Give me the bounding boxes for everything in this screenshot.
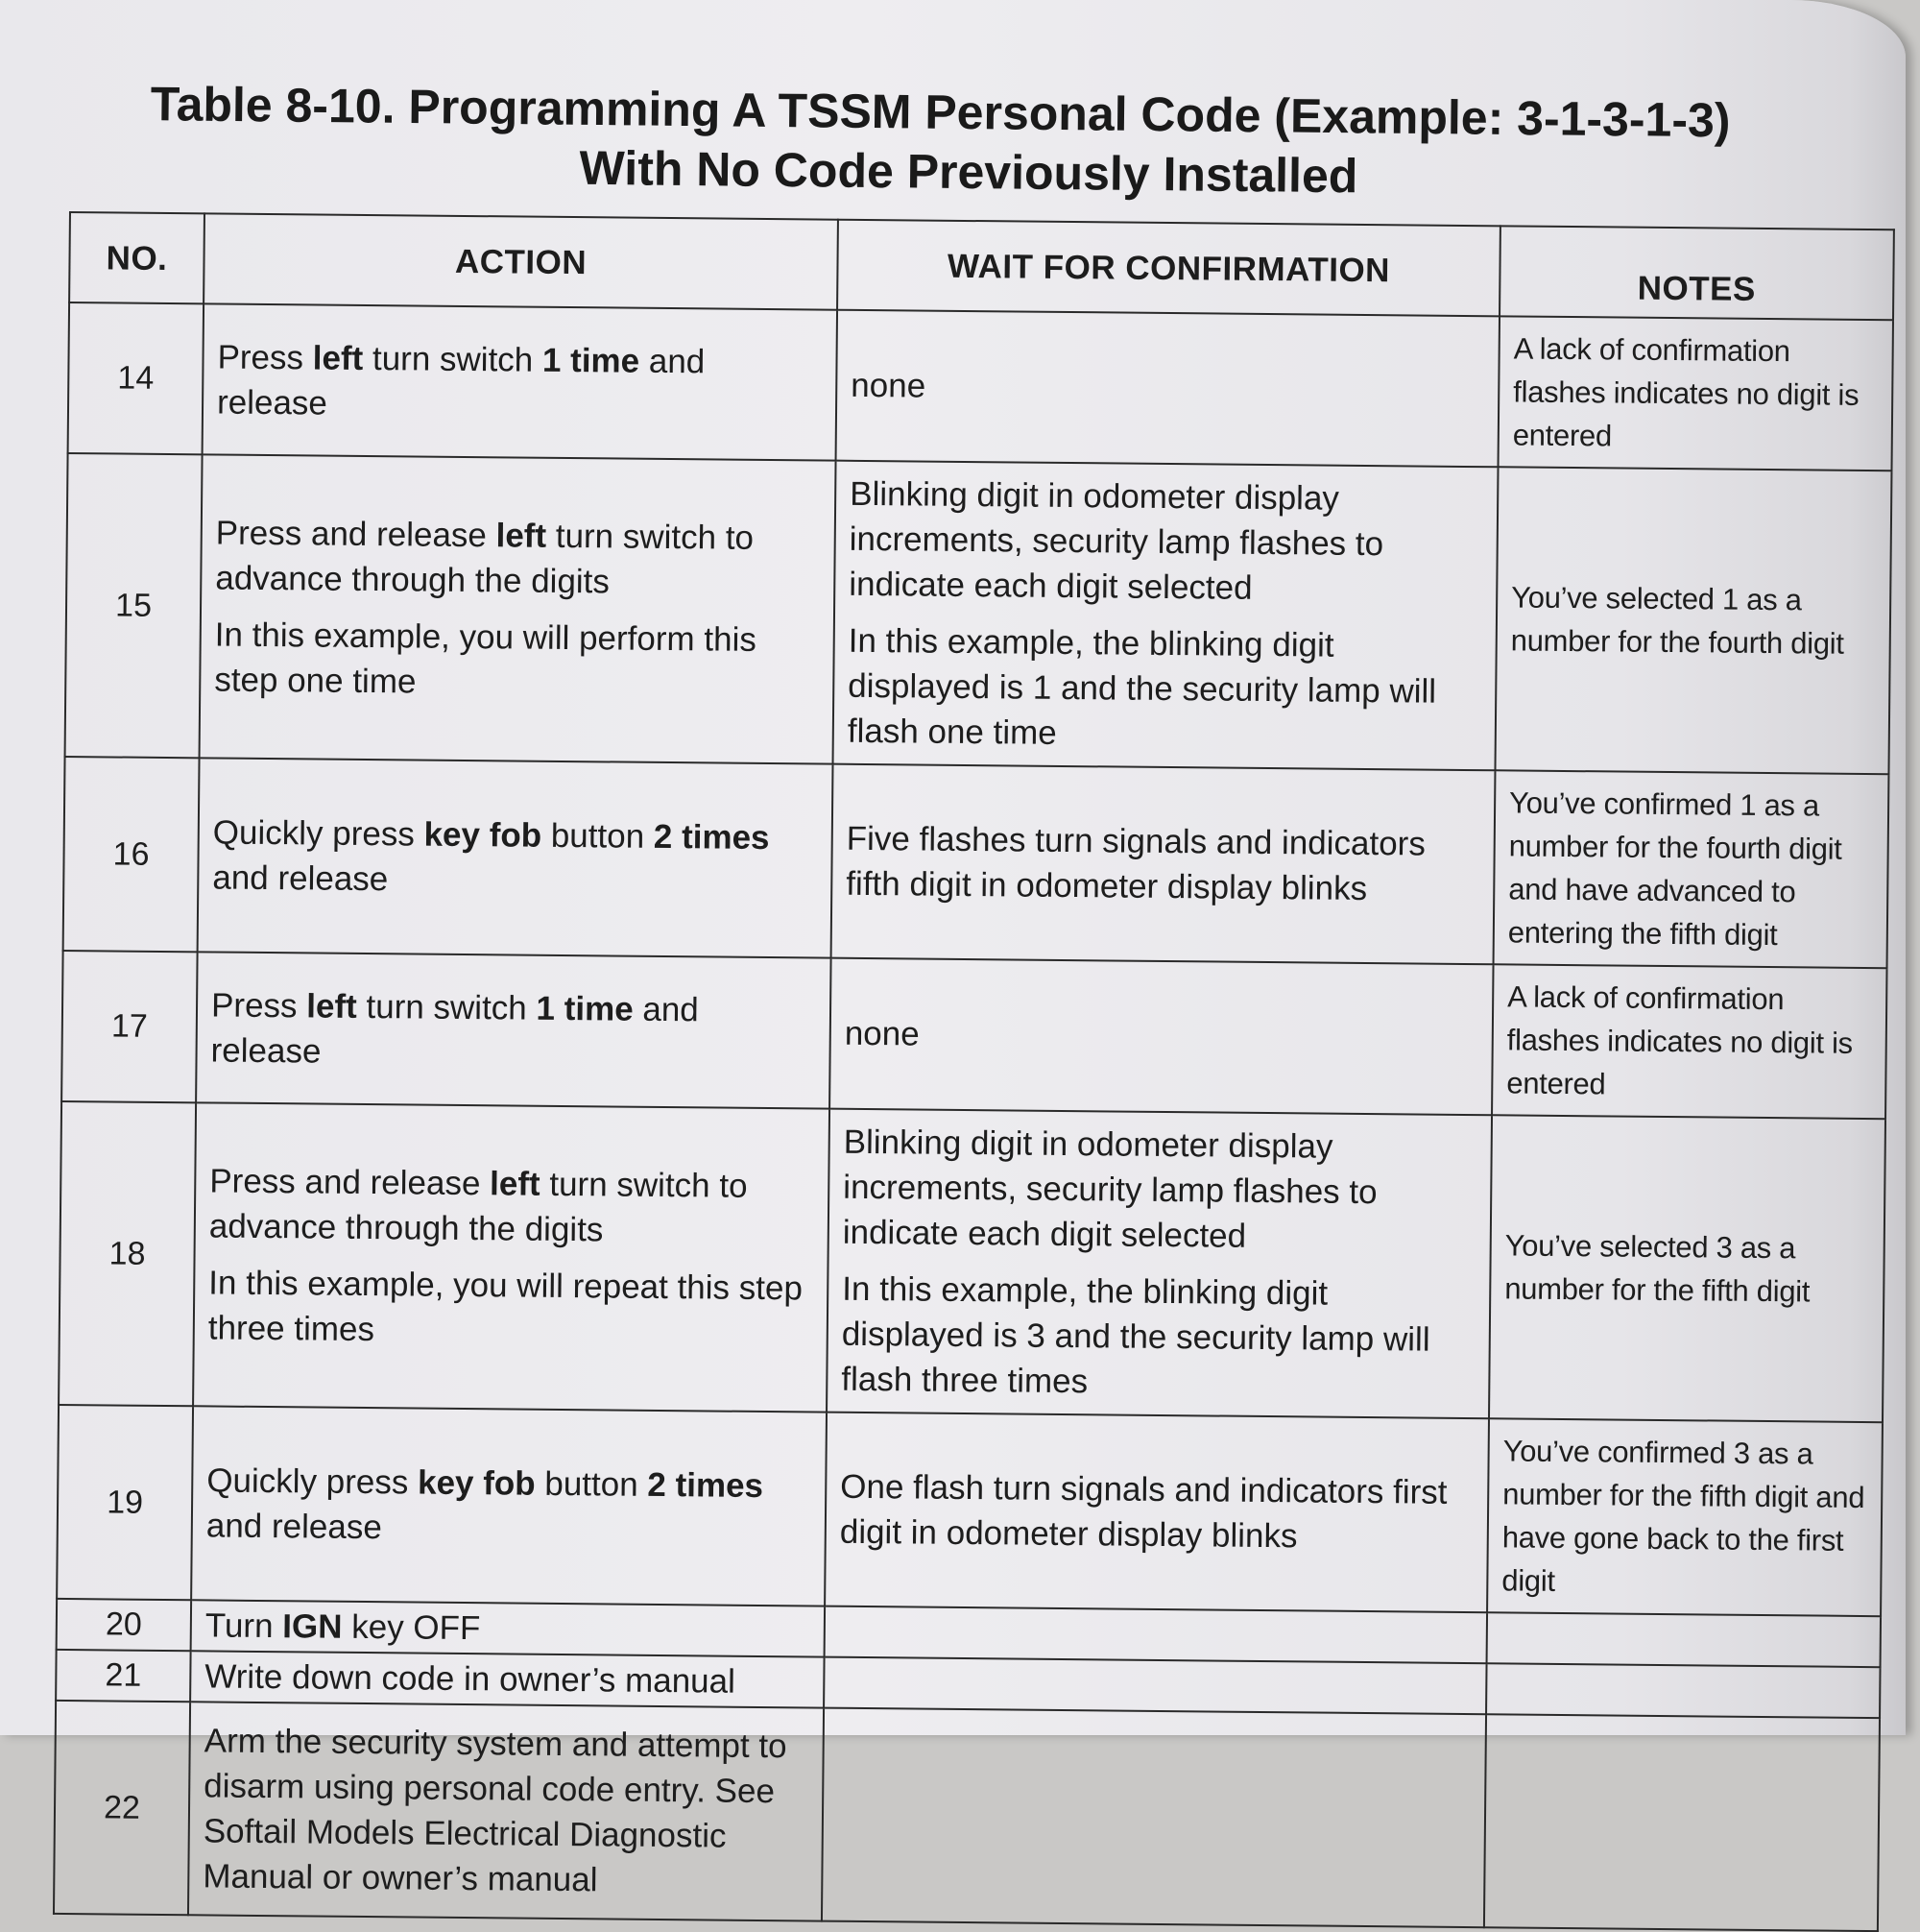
action-cell [193,1102,829,1412]
wait-cell [831,764,1496,965]
wait-cell [827,1109,1492,1419]
table-body [54,302,1893,1931]
action-text: Quickly press [212,813,424,854]
wait-cell [833,461,1499,771]
table-row [57,1405,1883,1616]
wait-cell [824,1657,1486,1715]
header-wait: WAIT FOR CONFIRMATION [837,220,1500,317]
action-text: Turn [204,1606,283,1646]
action-text: Press and release [215,514,496,555]
action-cell [196,952,830,1108]
action-text: turn switch to advance through the digits [215,517,755,601]
wait-cell [822,1708,1486,1928]
action-text: Press [217,337,313,376]
wait-cell [836,310,1500,468]
action-text: button [540,816,655,856]
notes-cell [1487,1612,1881,1667]
action-emphasis: 2 times [647,1465,764,1506]
table-container [53,211,1893,1932]
action-emphasis: 1 time [536,989,634,1028]
header-row [69,212,1894,320]
table-title-line-1: Table 8-10. Programming A TSSM Personal Code (Example: 3-1-3-1-3) [150,77,1731,148]
table-row [68,302,1893,471]
step-number: 22 [54,1701,190,1915]
step-number: 18 [59,1101,196,1406]
action-emphasis: 2 times [653,817,770,857]
action-paragraph [214,612,820,708]
header-notes: NOTES [1500,226,1894,320]
action-paragraph [205,1603,810,1654]
header-action: ACTION [204,213,838,309]
notes-cell [1484,1714,1880,1931]
notes-cell: You’ve selected 3 as a number for the fifth digit [1489,1115,1885,1422]
action-cell [200,454,836,763]
action-paragraph [204,1654,809,1704]
action-paragraph [210,982,816,1078]
action-text: Quickly press [206,1461,419,1502]
wait-paragraph: In this example, the blinking digit displayed is 1 and the security lamp will flash one time [847,621,1437,752]
wait-paragraph: In this example, the blinking digit displayed is 3 and the security lamp will flash three times [841,1269,1430,1401]
step-number: 17 [61,951,198,1102]
action-text: and release [216,342,706,423]
wait-cell [825,1606,1487,1664]
header-no: NO. [69,212,204,303]
wait-paragraph: Blinking digit in odometer display increments, security lamp flashes to indicate each digit selected [842,1123,1378,1255]
step-number: 15 [65,453,203,758]
step-number: 16 [63,757,200,952]
action-text: In this example, you will repeat this step three times [207,1264,804,1349]
wait-paragraph: Five flashes turn signals and indicators fifth digit in odometer display blinks [846,819,1427,908]
action-text: In this example, you will perform this step one time [214,616,757,701]
wait-paragraph: Blinking digit in odometer display increments, security lamp flashes to indicate each digit selected [849,474,1384,607]
action-text: and release [205,1507,382,1547]
action-cell [191,1406,827,1606]
action-emphasis: key fob [417,1463,536,1503]
notes-cell [1486,1663,1880,1718]
table-row [65,453,1892,774]
action-text: and release [212,858,389,899]
table-row [59,1101,1885,1422]
action-emphasis: left [312,338,364,377]
step-number: 14 [68,302,204,454]
action-text: Write down code in owner’s manual [204,1657,736,1701]
action-text: turn switch to advance through the digits [208,1165,748,1249]
wait-cell [825,1413,1489,1613]
action-text: button [535,1464,648,1504]
action-cell [203,303,837,460]
wait-paragraph: none [844,1014,920,1053]
notes-cell: A lack of confirmation flashes indicates no digit is entered [1499,316,1893,471]
action-cell [190,1651,824,1707]
action-paragraph [203,1718,809,1904]
table-title [150,75,1766,210]
action-text: turn switch [363,339,543,379]
action-text: Press and release [209,1162,491,1203]
action-paragraph [208,1260,814,1356]
wait-paragraph: none [851,366,926,405]
table-row [63,757,1889,968]
action-emphasis: left [495,517,547,555]
wait-paragraph: One flash turn signals and indicators first digit in odometer display blinks [839,1467,1448,1556]
action-emphasis: left [489,1165,540,1203]
action-emphasis: IGN [282,1607,343,1646]
action-emphasis: key fob [423,815,542,855]
action-text: key OFF [342,1607,481,1648]
wait-cell [829,958,1493,1116]
action-emphasis: 1 time [541,341,640,380]
step-number: 19 [57,1405,193,1600]
programming-table [53,211,1895,1932]
action-paragraph [217,334,823,430]
action-emphasis: left [306,986,357,1026]
step-number: 20 [57,1599,192,1651]
notes-cell: You’ve selected 1 as a number for the fourth digit [1495,467,1891,774]
table-title-line-2: With No Code Previously Installed [579,140,1358,204]
table-row [61,951,1886,1119]
notes-cell: You’ve confirmed 1 as a number for the fourth digit and have advanced to entering the fifth digit [1494,770,1889,968]
notes-cell: You’ve confirmed 3 as a number for the fifth digit and have gone back to the first digit [1487,1418,1883,1616]
action-text: and release [210,990,699,1071]
notes-cell: A lack of confirmation flashes indicates no digit is entered [1492,964,1886,1119]
action-paragraph [215,510,821,606]
step-number: 21 [56,1650,191,1702]
action-paragraph [212,809,818,906]
action-cell [191,1600,825,1656]
action-text: turn switch [356,987,537,1027]
action-cell [198,758,833,957]
action-paragraph [209,1158,815,1254]
action-text: Press [210,985,307,1025]
action-text: Arm the security system and attempt to disarm using personal code entry. See Softail Models Electrical Diagnostic Manual or owner’s manual [203,1722,787,1899]
action-paragraph [206,1458,812,1554]
